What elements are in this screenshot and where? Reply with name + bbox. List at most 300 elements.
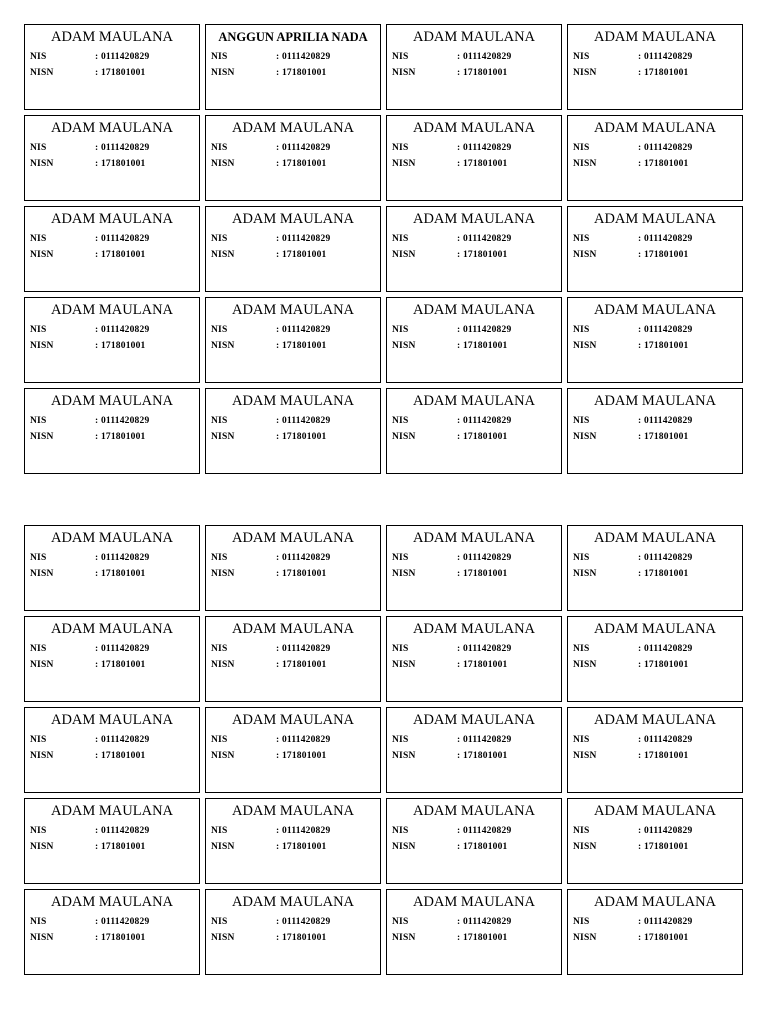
- nisn-row: [392, 657, 556, 673]
- nis-row: [211, 823, 375, 839]
- nisn-label: NISN: [392, 751, 416, 761]
- nisn-label: NISN: [30, 751, 54, 761]
- student-name: ADAM MAULANA: [412, 120, 536, 136]
- nis-label: NIS: [211, 143, 228, 153]
- nis-row: [573, 550, 737, 566]
- nisn-value: : 171801001: [276, 566, 327, 582]
- nisn-row: [211, 156, 375, 172]
- nis-value: : 0111420829: [276, 49, 330, 65]
- nisn-label: NISN: [392, 432, 416, 442]
- nis-label: NIS: [573, 917, 590, 927]
- nisn-row: [392, 839, 556, 855]
- student-name: ADAM MAULANA: [50, 211, 174, 227]
- nis-label: NIS: [392, 416, 409, 426]
- nis-label: NIS: [30, 644, 47, 654]
- nisn-row: [573, 930, 737, 946]
- nisn-label: NISN: [211, 159, 235, 169]
- nisn-row: [30, 566, 194, 582]
- nis-label: NIS: [30, 917, 47, 927]
- name-card: [205, 707, 381, 793]
- nis-label: NIS: [392, 735, 409, 745]
- nis-label: NIS: [573, 553, 590, 563]
- nisn-value: : 171801001: [276, 839, 327, 855]
- nisn-label: NISN: [573, 159, 597, 169]
- nisn-value: : 171801001: [95, 429, 146, 445]
- nis-value: : 0111420829: [457, 231, 511, 247]
- student-name: ADAM MAULANA: [231, 302, 355, 318]
- nis-value: : 0111420829: [276, 732, 330, 748]
- nis-row: [30, 550, 194, 566]
- nis-label: NIS: [392, 917, 409, 927]
- nisn-label: NISN: [211, 751, 235, 761]
- name-card: [567, 388, 743, 474]
- nisn-value: : 171801001: [276, 657, 327, 673]
- nis-row: [211, 140, 375, 156]
- nis-label: NIS: [392, 325, 409, 335]
- nisn-row: [211, 748, 375, 764]
- nisn-row: [573, 748, 737, 764]
- nisn-row: [573, 566, 737, 582]
- nisn-row: [573, 247, 737, 263]
- nisn-value: : 171801001: [638, 429, 689, 445]
- nisn-value: : 171801001: [457, 566, 508, 582]
- nisn-label: NISN: [573, 341, 597, 351]
- nisn-label: NISN: [573, 68, 597, 78]
- nisn-value: : 171801001: [276, 156, 327, 172]
- nis-row: [211, 322, 375, 338]
- nisn-label: NISN: [30, 68, 54, 78]
- nis-label: NIS: [211, 234, 228, 244]
- nisn-label: NISN: [30, 432, 54, 442]
- nis-row: [30, 641, 194, 657]
- name-card: [567, 206, 743, 292]
- nisn-value: : 171801001: [95, 657, 146, 673]
- name-card: [205, 24, 381, 110]
- nis-row: [30, 823, 194, 839]
- nis-value: : 0111420829: [457, 914, 511, 930]
- nisn-row: [573, 657, 737, 673]
- nis-value: : 0111420829: [95, 413, 149, 429]
- nis-value: : 0111420829: [638, 322, 692, 338]
- student-name: ADAM MAULANA: [50, 120, 174, 136]
- nis-label: NIS: [573, 735, 590, 745]
- nisn-value: : 171801001: [457, 429, 508, 445]
- nis-value: : 0111420829: [638, 231, 692, 247]
- nisn-value: : 171801001: [457, 657, 508, 673]
- name-card: [386, 889, 562, 975]
- nis-row: [573, 823, 737, 839]
- nis-row: [30, 732, 194, 748]
- student-name: ADAM MAULANA: [231, 393, 355, 409]
- nis-label: NIS: [30, 325, 47, 335]
- nis-label: NIS: [573, 826, 590, 836]
- nis-label: NIS: [30, 416, 47, 426]
- nisn-value: : 171801001: [638, 748, 689, 764]
- nis-row: [573, 413, 737, 429]
- nisn-row: [30, 156, 194, 172]
- nisn-row: [30, 247, 194, 263]
- nisn-row: [211, 65, 375, 81]
- nisn-label: NISN: [392, 842, 416, 852]
- nis-value: : 0111420829: [457, 823, 511, 839]
- student-name: ADAM MAULANA: [412, 530, 536, 546]
- nis-row: [211, 732, 375, 748]
- nisn-value: : 171801001: [276, 338, 327, 354]
- name-card: [386, 707, 562, 793]
- nis-label: NIS: [30, 826, 47, 836]
- nisn-value: : 171801001: [95, 566, 146, 582]
- name-card: [24, 889, 200, 975]
- student-name: ADAM MAULANA: [593, 211, 717, 227]
- nis-label: NIS: [392, 234, 409, 244]
- nisn-row: [30, 748, 194, 764]
- nis-row: [211, 413, 375, 429]
- nis-value: : 0111420829: [457, 322, 511, 338]
- name-card: [567, 115, 743, 201]
- nis-label: NIS: [211, 644, 228, 654]
- nisn-label: NISN: [573, 933, 597, 943]
- nisn-label: NISN: [392, 933, 416, 943]
- student-name: ADAM MAULANA: [50, 530, 174, 546]
- nis-value: : 0111420829: [638, 823, 692, 839]
- name-card: [205, 388, 381, 474]
- nis-row: [573, 231, 737, 247]
- nis-value: : 0111420829: [276, 914, 330, 930]
- nisn-label: NISN: [392, 250, 416, 260]
- nisn-label: NISN: [392, 569, 416, 579]
- name-card: [386, 798, 562, 884]
- nisn-row: [211, 839, 375, 855]
- nis-value: : 0111420829: [276, 231, 330, 247]
- student-name: ADAM MAULANA: [231, 712, 355, 728]
- nisn-label: NISN: [30, 569, 54, 579]
- student-name: ADAM MAULANA: [412, 211, 536, 227]
- nisn-row: [392, 65, 556, 81]
- nis-row: [30, 49, 194, 65]
- nisn-value: : 171801001: [457, 338, 508, 354]
- nisn-value: : 171801001: [457, 156, 508, 172]
- nis-label: NIS: [30, 234, 47, 244]
- student-name: ADAM MAULANA: [412, 29, 536, 45]
- nis-value: : 0111420829: [638, 914, 692, 930]
- nisn-value: : 171801001: [95, 156, 146, 172]
- nisn-label: NISN: [30, 842, 54, 852]
- nisn-label: NISN: [211, 569, 235, 579]
- nis-row: [30, 140, 194, 156]
- nis-label: NIS: [392, 52, 409, 62]
- nis-row: [392, 413, 556, 429]
- nisn-value: : 171801001: [638, 657, 689, 673]
- name-card: [24, 616, 200, 702]
- student-name: ADAM MAULANA: [593, 894, 717, 910]
- nisn-value: : 171801001: [638, 247, 689, 263]
- nis-label: NIS: [211, 826, 228, 836]
- student-name: ADAM MAULANA: [412, 302, 536, 318]
- nis-row: [392, 823, 556, 839]
- student-name: ADAM MAULANA: [50, 302, 174, 318]
- nis-row: [573, 732, 737, 748]
- nisn-row: [211, 338, 375, 354]
- nis-label: NIS: [392, 143, 409, 153]
- student-name: ADAM MAULANA: [50, 29, 174, 45]
- name-card: [205, 115, 381, 201]
- nisn-value: : 171801001: [457, 748, 508, 764]
- nisn-row: [211, 429, 375, 445]
- nis-label: NIS: [30, 735, 47, 745]
- nisn-value: : 171801001: [95, 930, 146, 946]
- nis-label: NIS: [392, 553, 409, 563]
- name-card: [205, 206, 381, 292]
- nis-row: [211, 914, 375, 930]
- nisn-value: : 171801001: [457, 65, 508, 81]
- nis-value: : 0111420829: [95, 914, 149, 930]
- nisn-value: : 171801001: [95, 247, 146, 263]
- student-name: ADAM MAULANA: [593, 712, 717, 728]
- nis-value: : 0111420829: [95, 322, 149, 338]
- student-name: ADAM MAULANA: [593, 120, 717, 136]
- name-card: [567, 889, 743, 975]
- nisn-row: [392, 247, 556, 263]
- nis-row: [392, 732, 556, 748]
- student-name: ADAM MAULANA: [593, 621, 717, 637]
- name-card: [567, 798, 743, 884]
- nisn-label: NISN: [30, 250, 54, 260]
- nisn-value: : 171801001: [95, 338, 146, 354]
- nis-row: [392, 322, 556, 338]
- nisn-value: : 171801001: [457, 839, 508, 855]
- nis-row: [30, 413, 194, 429]
- nis-label: NIS: [573, 325, 590, 335]
- nis-row: [211, 641, 375, 657]
- nis-value: : 0111420829: [95, 550, 149, 566]
- name-card: [386, 616, 562, 702]
- nis-label: NIS: [211, 917, 228, 927]
- nisn-label: NISN: [573, 842, 597, 852]
- student-name: ADAM MAULANA: [593, 393, 717, 409]
- name-card: [24, 798, 200, 884]
- nisn-label: NISN: [392, 68, 416, 78]
- nisn-row: [573, 156, 737, 172]
- nisn-label: NISN: [30, 660, 54, 670]
- student-name: ADAM MAULANA: [412, 803, 536, 819]
- nisn-label: NISN: [211, 341, 235, 351]
- nis-value: : 0111420829: [457, 49, 511, 65]
- nisn-label: NISN: [30, 159, 54, 169]
- student-name: ADAM MAULANA: [231, 621, 355, 637]
- nisn-label: NISN: [573, 751, 597, 761]
- nisn-value: : 171801001: [276, 65, 327, 81]
- nis-row: [392, 550, 556, 566]
- nisn-row: [211, 247, 375, 263]
- name-card: [205, 525, 381, 611]
- student-name: ADAM MAULANA: [50, 621, 174, 637]
- nis-value: : 0111420829: [638, 140, 692, 156]
- name-card: [567, 297, 743, 383]
- name-card: [386, 115, 562, 201]
- nis-row: [573, 641, 737, 657]
- student-name: ADAM MAULANA: [412, 621, 536, 637]
- nisn-row: [211, 657, 375, 673]
- nisn-value: : 171801001: [276, 247, 327, 263]
- nisn-value: : 171801001: [638, 839, 689, 855]
- nis-value: : 0111420829: [95, 732, 149, 748]
- nisn-value: : 171801001: [276, 748, 327, 764]
- nisn-label: NISN: [392, 159, 416, 169]
- student-name: ADAM MAULANA: [50, 712, 174, 728]
- name-card: [567, 616, 743, 702]
- nisn-row: [30, 65, 194, 81]
- nisn-label: NISN: [573, 660, 597, 670]
- nis-row: [392, 140, 556, 156]
- name-card: [205, 616, 381, 702]
- label-sheet-top: [24, 24, 744, 474]
- nis-label: NIS: [573, 143, 590, 153]
- nisn-row: [211, 930, 375, 946]
- nisn-row: [573, 429, 737, 445]
- nis-row: [392, 49, 556, 65]
- nisn-row: [392, 566, 556, 582]
- student-name: ADAM MAULANA: [412, 712, 536, 728]
- student-name: ADAM MAULANA: [231, 211, 355, 227]
- nisn-value: : 171801001: [638, 930, 689, 946]
- nisn-label: NISN: [392, 660, 416, 670]
- student-name: ADAM MAULANA: [593, 803, 717, 819]
- nis-value: : 0111420829: [276, 823, 330, 839]
- nisn-row: [30, 429, 194, 445]
- nisn-value: : 171801001: [95, 748, 146, 764]
- nis-value: : 0111420829: [457, 413, 511, 429]
- nis-value: : 0111420829: [276, 641, 330, 657]
- nis-value: : 0111420829: [95, 140, 149, 156]
- name-card: [567, 707, 743, 793]
- name-card: [205, 798, 381, 884]
- nisn-row: [392, 748, 556, 764]
- nis-row: [30, 322, 194, 338]
- nisn-row: [573, 839, 737, 855]
- nisn-row: [30, 657, 194, 673]
- nisn-row: [392, 429, 556, 445]
- student-name: ANGGUN APRILIA NADA: [218, 30, 368, 44]
- nis-label: NIS: [392, 644, 409, 654]
- nisn-value: : 171801001: [276, 930, 327, 946]
- nisn-row: [573, 65, 737, 81]
- name-card: [24, 115, 200, 201]
- nisn-value: : 171801001: [276, 429, 327, 445]
- nisn-label: NISN: [211, 250, 235, 260]
- nisn-row: [211, 566, 375, 582]
- nisn-row: [392, 930, 556, 946]
- student-name: ADAM MAULANA: [593, 302, 717, 318]
- nis-row: [211, 49, 375, 65]
- name-card: [24, 525, 200, 611]
- nis-value: : 0111420829: [638, 413, 692, 429]
- nis-row: [392, 641, 556, 657]
- nisn-value: : 171801001: [457, 247, 508, 263]
- nis-value: : 0111420829: [638, 550, 692, 566]
- nis-label: NIS: [211, 553, 228, 563]
- nisn-label: NISN: [573, 432, 597, 442]
- nisn-row: [30, 930, 194, 946]
- nis-value: : 0111420829: [95, 641, 149, 657]
- nisn-row: [30, 839, 194, 855]
- nisn-label: NISN: [30, 341, 54, 351]
- name-card: [567, 24, 743, 110]
- nis-value: : 0111420829: [95, 823, 149, 839]
- name-card: [24, 24, 200, 110]
- nis-row: [392, 231, 556, 247]
- nis-value: : 0111420829: [276, 322, 330, 338]
- nis-row: [30, 231, 194, 247]
- nis-label: NIS: [30, 143, 47, 153]
- nis-row: [392, 914, 556, 930]
- name-card: [24, 388, 200, 474]
- nis-row: [573, 49, 737, 65]
- name-card: [386, 206, 562, 292]
- nisn-label: NISN: [573, 569, 597, 579]
- nisn-label: NISN: [211, 842, 235, 852]
- nisn-label: NISN: [30, 933, 54, 943]
- nisn-row: [573, 338, 737, 354]
- nis-label: NIS: [211, 735, 228, 745]
- name-card: [24, 206, 200, 292]
- nis-value: : 0111420829: [95, 49, 149, 65]
- nisn-value: : 171801001: [95, 839, 146, 855]
- student-name: ADAM MAULANA: [231, 894, 355, 910]
- name-card: [205, 889, 381, 975]
- nis-value: : 0111420829: [638, 732, 692, 748]
- nis-value: : 0111420829: [457, 641, 511, 657]
- nis-label: NIS: [573, 644, 590, 654]
- nis-value: : 0111420829: [95, 231, 149, 247]
- name-card: [386, 388, 562, 474]
- name-card: [386, 525, 562, 611]
- nis-value: : 0111420829: [638, 641, 692, 657]
- nisn-value: : 171801001: [638, 156, 689, 172]
- nis-row: [573, 322, 737, 338]
- nisn-label: NISN: [573, 250, 597, 260]
- nis-value: : 0111420829: [276, 140, 330, 156]
- nisn-row: [392, 338, 556, 354]
- nis-label: NIS: [211, 416, 228, 426]
- nisn-row: [392, 156, 556, 172]
- nis-label: NIS: [392, 826, 409, 836]
- student-name: ADAM MAULANA: [231, 803, 355, 819]
- nis-row: [211, 231, 375, 247]
- name-card: [24, 297, 200, 383]
- label-sheet-bottom: [24, 525, 744, 975]
- student-name: ADAM MAULANA: [593, 29, 717, 45]
- nis-label: NIS: [573, 234, 590, 244]
- student-name: ADAM MAULANA: [412, 393, 536, 409]
- student-name: ADAM MAULANA: [50, 393, 174, 409]
- nis-value: : 0111420829: [276, 550, 330, 566]
- student-name: ADAM MAULANA: [50, 894, 174, 910]
- nis-label: NIS: [573, 52, 590, 62]
- nisn-label: NISN: [392, 341, 416, 351]
- student-name: ADAM MAULANA: [231, 530, 355, 546]
- nis-label: NIS: [30, 52, 47, 62]
- nis-row: [573, 914, 737, 930]
- nisn-value: : 171801001: [638, 65, 689, 81]
- student-name: ADAM MAULANA: [50, 803, 174, 819]
- nis-row: [211, 550, 375, 566]
- student-name: ADAM MAULANA: [231, 120, 355, 136]
- nis-value: : 0111420829: [276, 413, 330, 429]
- name-card: [205, 297, 381, 383]
- nisn-value: : 171801001: [95, 65, 146, 81]
- nis-row: [573, 140, 737, 156]
- nis-value: : 0111420829: [457, 140, 511, 156]
